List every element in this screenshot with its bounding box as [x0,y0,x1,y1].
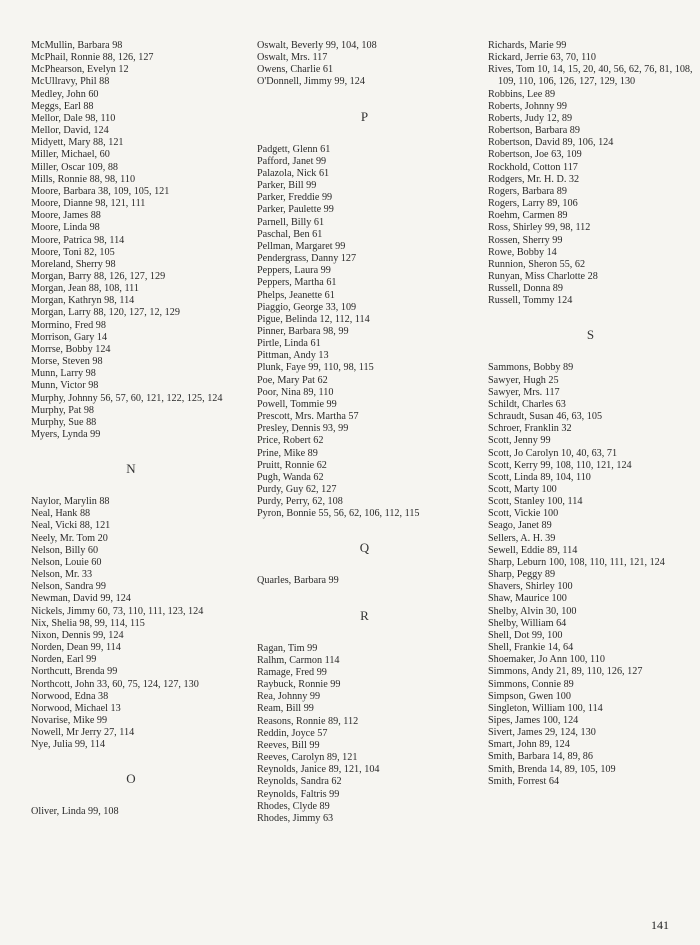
index-entry: Plunk, Faye 99, 110, 98, 115 [257,362,374,374]
index-entry: McMullin, Barbara 98 [31,40,123,51]
index-entry: Reeves, Bill 99 [257,739,320,751]
index-entry: Pirtle, Linda 61 [257,338,321,350]
index-entry: Poe, Mary Pat 62 [257,374,328,386]
index-entry: Naylor, Marylin 88 [31,496,110,508]
index-entry: Robbins, Lee 89 [488,88,556,100]
index-entry: Simmons, Andy 21, 89, 110, 126, 127 [488,666,643,678]
index-entry: Medley, John 60 [31,88,99,100]
index-entry: Rives, Tom 10, 14, 15, 20, 40, 56, 62, 76, 81, 108, 109, 110, 106, 126, 127, 129, 130 [488,64,693,88]
index-entry: Smith, Brenda 14, 89, 105, 109 [488,763,616,775]
index-entry: Scott, Jo Carolyn 10, 40, 63, 71 [488,447,618,459]
index-entry: Reasons, Ronnie 89, 112 [257,715,359,727]
index-entry: Pigue, Belinda 12, 112, 114 [257,313,370,325]
index-entry: Rodgers, Mr. H. D. 32 [488,173,580,185]
index-entry: Simpson, Gwen 100 [488,690,571,702]
index-entry: Northcott, John 33, 60, 75, 124, 127, 130 [31,678,199,690]
index-entry: Ream, Bill 99 [257,703,314,715]
index-entry: Reeves, Carolyn 89, 121 [257,752,358,764]
index-entry: Scott, Marty 100 [488,484,557,495]
index-entry: Schildt, Charles 63 [488,398,566,410]
index-entry: Nickels, Jimmy 60, 73, 110, 111, 123, 124 [31,605,204,617]
index-entry: Pruitt, Ronnie 62 [257,459,327,471]
index-entry: Pugh, Wanda 62 [257,471,324,483]
index-entry: Presley, Dennis 93, 99 [257,423,349,435]
index-entry: Pittman, Andy 13 [257,350,329,362]
index-entry: Norwood, Michael 13 [31,702,121,714]
index-entry: Smith, Forrest 64 [488,775,560,787]
index-entry: Ross, Shirley 99, 98, 112 [488,222,591,234]
index-entry: Parnell, Billy 61 [257,216,325,228]
index-entry: Prescott, Mrs. Martha 57 [257,411,359,423]
index-entry: Morgan, Barry 88, 126, 127, 129 [31,270,166,282]
index-entry: Morrse, Bobby 124 [31,343,111,355]
index-entry: Shaw, Maurice 100 [488,593,567,605]
index-entry: Newman, David 99, 124 [31,593,131,605]
index-entry: Ragan, Tim 99 [257,642,318,654]
index-entry: Sawyer, Mrs. 117 [488,386,560,398]
index-entry: Mills, Ronnie 88, 98, 110 [31,173,136,185]
index-entry: Pyron, Bonnie 55, 56, 62, 106, 112, 115 [257,508,420,520]
index-entry: Richards, Marie 99 [488,40,567,51]
index-entry: Rea, Johnny 99 [257,691,321,703]
index-entry: Shell, Dot 99, 100 [488,629,563,641]
index-entry: Morrison, Gary 14 [31,331,108,343]
index-entry: Smart, John 89, 124 [488,739,570,751]
index-entry: Nelson, Billy 60 [31,544,99,556]
index-entry: Padgett, Glenn 61 [257,143,331,155]
index-entry: Phelps, Jeanette 61 [257,289,335,301]
index-entry: Runnion, Sheron 55, 62 [488,258,586,270]
index-entry: Sawyer, Hugh 25 [488,374,559,386]
index-entry: Prine, Mike 89 [257,447,318,459]
index-entry: Morgan, Kathryn 98, 114 [31,295,135,307]
index-entry: Myers, Lynda 99 [31,429,101,440]
index-entry: Moore, Patrica 98, 114 [31,234,125,246]
section-letter-r: R [360,607,369,623]
index-entry: Purdy, Guy 62, 127 [257,484,337,495]
index-entry: Mormino, Fred 98 [31,319,106,331]
section-letter-s: S [586,327,595,343]
index-column-2 [257,40,472,825]
index-entry: Oswalt, Mrs. 117 [257,52,328,64]
index-entry: Singleton, William 100, 114 [488,702,603,714]
index-entry: Nelson, Sandra 99 [31,581,106,593]
index-entry: Murphy, Sue 88 [31,416,97,428]
index-entry: Rhodes, Clyde 89 [257,800,330,812]
index-entry: Purdy, Perry, 62, 108 [257,496,343,508]
index-entry: Nixon, Dennis 99, 124 [31,629,124,641]
index-entry: O'Donnell, Jimmy 99, 124 [257,76,365,88]
section-letter-q: Q [359,540,370,556]
index-entry: Reynolds, Faltris 99 [257,788,340,800]
index-entry: Parker, Paulette 99 [257,204,334,216]
index-entry: Nelson, Louie 60 [31,556,102,568]
index-entry: Sharp, Peggy 89 [488,569,556,581]
index-entry: Munn, Larry 98 [31,368,96,380]
index-column-1 [31,40,231,819]
index-entry: Paschal, Ben 61 [257,228,323,240]
index-entry: Morgan, Larry 88, 120, 127, 12, 129 [31,307,180,319]
index-entry: Morse, Steven 98 [31,356,103,368]
index-entry: Schraudt, Susan 46, 63, 105 [488,411,603,423]
index-entry: Price, Robert 62 [257,435,324,447]
index-entry: Russell, Tommy 124 [488,295,573,307]
index-entry: Ralhm, Carmon 114 [257,654,340,666]
index-entry: Rhodes, Jimmy 63 [257,812,334,824]
index-entry: Powell, Tommie 99 [257,398,337,410]
index-entry: Russell, Donna 89 [488,283,563,295]
page-number: 141 [651,918,669,932]
index-entry: Parker, Bill 99 [257,180,317,192]
index-entry: Sipes, James 100, 124 [488,714,579,726]
index-entry: Smith, Barbara 14, 89, 86 [488,751,593,763]
index-entry: Morgan, Jean 88, 108, 111 [31,283,139,295]
index-entry: Neal, Hank 88 [31,508,91,520]
index-entry: Shell, Frankie 14, 64 [488,642,574,654]
index-entry: Norden, Dean 99, 114 [31,642,121,654]
index-entry: Moore, Toni 82, 105 [31,246,115,258]
index-entry: Scott, Stanley 100, 114 [488,496,583,508]
index-entry: Poor, Nina 89, 110 [257,386,334,398]
index-entry: Schroer, Franklin 32 [488,423,572,435]
index-entry: Quarles, Barbara 99 [257,575,339,587]
index-entry: Mellor, David, 124 [31,125,109,137]
index-entry: Novarise, Mike 99 [31,714,108,726]
index-entry: Peppers, Laura 99 [257,265,331,277]
index-entry: Seago, Janet 89 [488,520,552,532]
index-entry: Scott, Linda 89, 104, 110 [488,471,591,483]
index-entry: McPhail, Ronnie 88, 126, 127 [31,52,154,64]
index-entry: Reddin, Joyce 57 [257,727,328,739]
index-entry: Oliver, Linda 99, 108 [31,806,119,818]
index-entry: Sammons, Bobby 89 [488,362,574,374]
index-entry: Nowell, Mr Jerry 27, 114 [31,727,135,739]
index-entry: Meggs, Earl 88 [31,100,94,112]
index-entry: Sellers, A. H. 39 [488,532,556,544]
index-entry: Piaggio, George 33, 109 [257,301,357,313]
section-letter-p: P [360,108,369,124]
index-entry: Simmons, Connie 89 [488,678,574,690]
index-entry: Sharp, Leburn 100, 108, 110, 111, 121, 124 [488,556,665,568]
index-entry: Runyan, Miss Charlotte 28 [488,270,598,282]
index-entry: Miller, Oscar 109, 88 [31,161,119,173]
index-entry: Raybuck, Ronnie 99 [257,679,341,691]
index-entry: Miller, Michael, 60 [31,149,110,161]
index-entry: Scott, Kerry 99, 108, 110, 121, 124 [488,459,632,471]
index-entry: Owens, Charlie 61 [257,64,334,76]
index-entry: Norwood, Edna 38 [31,690,109,702]
index-entry: Sewell, Eddie 89, 114 [488,544,578,556]
index-entry: Moreland, Sherry 98 [31,258,116,270]
index-entry: Nix, Shelia 98, 99, 114, 115 [31,617,145,629]
index-entry: McPhearson, Evelyn 12 [31,64,129,76]
index-entry: Parker, Freddie 99 [257,192,333,204]
index-entry: Reynolds, Janice 89, 121, 104 [257,764,380,776]
index-entry: Northcutt, Brenda 99 [31,666,118,678]
section-letter-n: N [126,461,136,477]
index-entry: Roberts, Johnny 99 [488,100,567,112]
index-entry: Robertson, Barbara 89 [488,125,580,137]
index-entry: Robertson, David 89, 106, 124 [488,137,614,149]
section-letter-o: O [126,771,136,787]
index-entry: Rowe, Bobby 14 [488,246,557,258]
index-entry: Nelson, Mr. 33 [31,569,93,581]
index-entry: Rickard, Jerrie 63, 70, 110 [488,52,596,64]
index-entry: Shavers, Shirley 100 [488,581,573,593]
index-entry: Pinner, Barbara 98, 99 [257,325,349,337]
index-entry: Rockhold, Cotton 117 [488,161,578,173]
index-entry: Rogers, Larry 89, 106 [488,198,578,210]
index-entry: Neely, Mr. Tom 20 [31,532,108,544]
index-entry: Norden, Earl 99 [31,654,97,666]
index-entry: Pafford, Janet 99 [257,155,327,167]
index-entry: Moore, Dianne 98, 121, 111 [31,198,146,210]
index-entry: Scott, Jenny 99 [488,435,551,447]
index-entry: Murphy, Johnny 56, 57, 60, 121, 122, 125, 124 [31,392,223,404]
index-entry: Moore, James 88 [31,210,101,222]
index-entry: Nye, Julia 99, 114 [31,739,106,751]
index-entry: Robertson, Joe 63, 109 [488,149,582,161]
index-entry: Shelby, Alvin 30, 100 [488,605,577,617]
index-entry: Shelby, William 64 [488,617,567,629]
index-entry: Munn, Victor 98 [31,380,99,392]
index-entry: Shoemaker, Jo Ann 100, 110 [488,654,605,666]
index-entry: Reynolds, Sandra 62 [257,776,342,788]
index-entry: Mellor, Dale 98, 110 [31,112,116,124]
index-entry: Midyett, Mary 88, 121 [31,137,124,149]
index-entry: Oswalt, Beverly 99, 104, 108 [257,40,377,51]
index-entry: McUllravy, Phil 88 [31,76,110,88]
index-column-3 [488,40,693,788]
index-entry: Ramage, Fred 99 [257,666,327,678]
index-entry: Roehm, Carmen 89 [488,210,568,222]
index-entry: Rossen, Sherry 99 [488,234,563,246]
index-entry: Moore, Linda 98 [31,222,100,234]
index-entry: Roberts, Judy 12, 89 [488,112,573,124]
index-entry: Pendergrass, Danny 127 [257,253,357,265]
index-entry: Palazola, Nick 61 [257,167,330,179]
index-entry: Rogers, Barbara 89 [488,185,567,197]
index-entry: Moore, Barbara 38, 109, 105, 121 [31,185,170,197]
index-entry: Pellman, Margaret 99 [257,240,346,252]
index-entry: Peppers, Martha 61 [257,277,337,289]
index-entry: Murphy, Pat 98 [31,404,95,416]
index-entry: Neal, Vicki 88, 121 [31,520,111,532]
index-entry: Sivert, James 29, 124, 130 [488,727,596,739]
index-entry: Scott, Vickie 100 [488,508,559,520]
